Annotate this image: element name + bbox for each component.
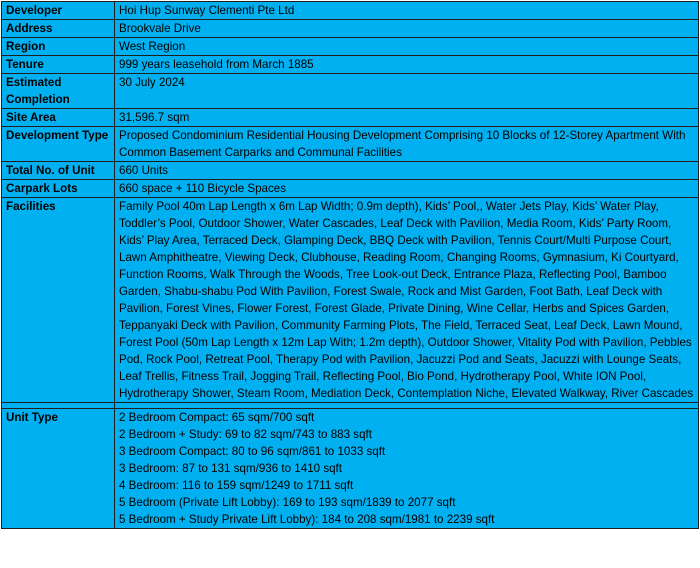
developer-label: Developer xyxy=(2,2,115,20)
row-estimated-completion xyxy=(2,74,699,109)
unit-type-line: 3 Bedroom Compact: 80 to 96 sqm/861 to 1033 sqft xyxy=(119,445,386,458)
unit-type-line: 2 Bedroom Compact: 65 sqm/700 sqft xyxy=(119,411,315,424)
row-address xyxy=(2,20,699,38)
carpark-lots-value: 660 space + 110 Bicycle Spaces xyxy=(115,180,699,198)
row-tenure xyxy=(2,56,699,74)
site-area-label: Site Area xyxy=(2,109,115,127)
region-value: West Region xyxy=(115,38,699,56)
row-development-type xyxy=(2,127,699,162)
unit-type-line: 3 Bedroom: 87 to 131 sqm/936 to 1410 sqft xyxy=(119,462,343,475)
facilities-value: Family Pool 40m Lap Length x 6m Lap Width; 0.9m depth), Kids’ Pool,, Water Jets Play, Kids’ Water Play, Toddler’s Pool, Outdoor Shower, Water Cascades, Leaf Deck with Pavilion, Media Room, Kids’ Party Room, Kids’ Play Area, Terraced Deck, Glamping Deck, BBQ Deck with Pavilion, Tennis Court/Multi Purpose Court, Lawn Amphitheatre, Viewing Deck, Clubhouse, Reading Room, Changing Rooms, Gymnasium, Ki Courtyard, Function Rooms, Walk Through the Woods, Tree Look-out Deck, Entrance Plaza, Reflecting Pool, Bamboo Garden, Shabu-shabu Pod With Pavilion, Forest Swale, Rock and Mist Garden, Foot Bath, Leaf Deck with Pavilion, Forest Vines, Flower Forest, Forest Glade, Private Dining, Wine Cellar, Herbs and Spices Garden, Teppanyaki Deck with Pavilion, Community Farming Plots, The Field, Terraced Seat, Leaf Deck, Lawn Mound, Forest Pool (50m Lap Length x 12m Lap With; 1.2m depth), Outdoor Shower, Vitality Pod with Pavilion, Pebbles Pod, Rock Pool, Retreat Pool, Therapy Pod with Pavilion, Jacuzzi Pod and Seats, Jacuzzi with Lounge Seats, Leaf Trellis, Fitness Trail, Jogging Trail, Reflecting Pool, Bio Pond, Hydrotherapy Pool, White ION Pool, Hydrotherapy Shower, Steam Room, Mediation Deck, Contemplation Niche, Elevated Walkway, River Cascades xyxy=(115,198,699,403)
row-total-units xyxy=(2,162,699,180)
total-units-label: Total No. of Unit xyxy=(2,162,115,180)
carpark-lots-label: Carpark Lots xyxy=(2,180,115,198)
region-label: Region xyxy=(2,38,115,56)
development-type-value: Proposed Condominium Residential Housing Development Comprising 10 Blocks of 12-Storey Apartment With Common Basement Carparks and Communal Facilities xyxy=(115,127,699,162)
row-developer xyxy=(2,2,699,20)
address-value: Brookvale Drive xyxy=(115,20,699,38)
address-label: Address xyxy=(2,20,115,38)
unit-type-line: 2 Bedroom + Study: 69 to 82 sqm/743 to 883 sqft xyxy=(119,428,372,441)
tenure-value: 999 years leasehold from March 1885 xyxy=(115,56,699,74)
row-region xyxy=(2,38,699,56)
unit-type-line: 4 Bedroom: 116 to 159 sqm/1249 to 1711 sqft xyxy=(119,479,354,492)
row-facilities xyxy=(2,198,699,403)
estimated-completion-value: 30 July 2024 xyxy=(115,74,699,109)
tenure-label: Tenure xyxy=(2,56,115,74)
unit-type-value xyxy=(115,409,699,529)
site-area-value: 31,596.7 sqm xyxy=(115,109,699,127)
unit-type-label: Unit Type xyxy=(2,409,115,529)
unit-type-line: 5 Bedroom + Study Private Lift Lobby): 184 to 208 sqm/1981 to 2239 sqft xyxy=(119,513,495,526)
unit-type-line: 5 Bedroom (Private Lift Lobby): 169 to 193 sqm/1839 to 2077 sqft xyxy=(119,496,456,509)
developer-value: Hoi Hup Sunway Clementi Pte Ltd xyxy=(115,2,699,20)
row-site-area xyxy=(2,109,699,127)
total-units-value: 660 Units xyxy=(115,162,699,180)
estimated-completion-label: Estimated Completion xyxy=(2,74,115,109)
development-type-label: Development Type xyxy=(2,127,115,162)
row-carpark-lots xyxy=(2,180,699,198)
property-info-table xyxy=(1,1,699,529)
facilities-label: Facilities xyxy=(2,198,115,403)
row-unit-type xyxy=(2,409,699,529)
